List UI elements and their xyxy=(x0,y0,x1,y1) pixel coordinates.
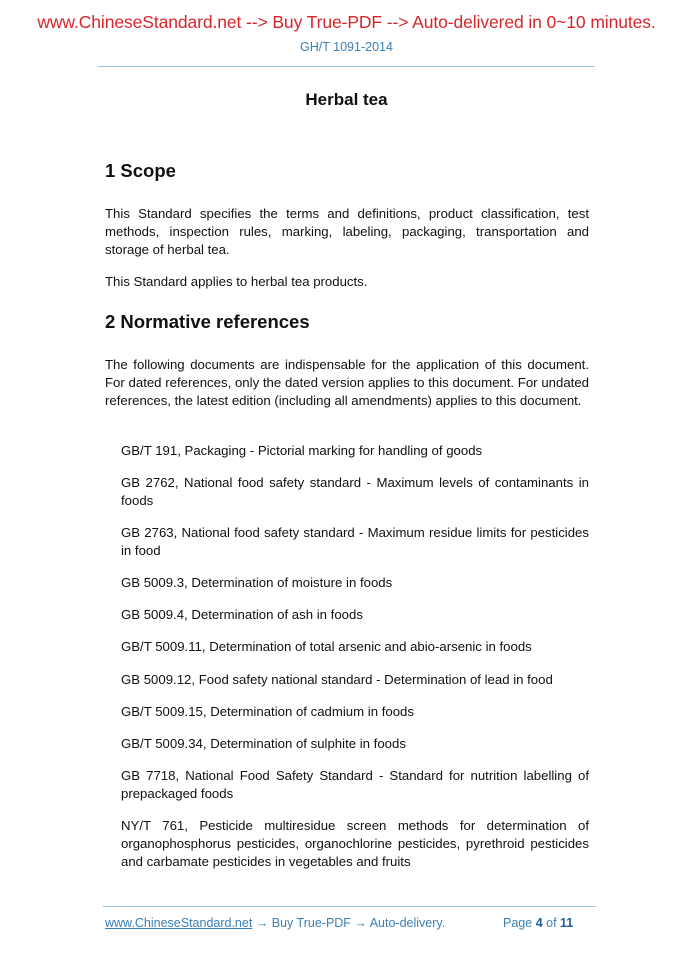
section-scope xyxy=(105,162,589,180)
page-of-label: of xyxy=(546,916,557,930)
reference-wrap xyxy=(105,524,589,560)
reference-item: GB/T 5009.11, Determination of total arsenic and abio-arsenic in foods xyxy=(121,639,532,654)
scope-paragraph: This Standard specifies the terms and definitions, product classification, test methods, inspection rules, marking, labeling, packaging, transportation and storage of herbal tea. xyxy=(105,206,589,257)
reference-wrap xyxy=(105,767,589,803)
normative-intro-wrap xyxy=(105,356,589,410)
reference-wrap xyxy=(105,638,589,656)
promo-banner[interactable]: www.ChineseStandard.net --> Buy True-PDF --> Auto-delivered in 0~10 minutes. xyxy=(37,12,656,32)
reference-item: GB 5009.4, Determination of ash in foods xyxy=(121,607,363,622)
reference-wrap xyxy=(105,442,589,460)
page-current: 4 xyxy=(535,916,543,930)
reference-wrap xyxy=(105,817,589,871)
reference-item: GB/T 5009.34, Determination of sulphite in foods xyxy=(121,736,406,751)
footer-promo xyxy=(105,916,445,930)
reference-item: GB 5009.3, Determination of moisture in foods xyxy=(121,575,393,590)
reference-wrap xyxy=(105,474,589,510)
footer-site-link[interactable]: www.ChineseStandard.net xyxy=(105,916,253,930)
reference-wrap xyxy=(105,735,589,753)
scope-paragraph-2-wrap xyxy=(105,273,589,291)
reference-item: GB 2763, National food safety standard - Maximum residue limits for pesticides in food xyxy=(121,525,589,558)
footer-divider xyxy=(103,906,596,907)
reference-wrap xyxy=(105,606,589,624)
reference-item: NY/T 761, Pesticide multiresidue screen methods for determination of organophosphorus pesticides, organochlorine pesticides, pyrethroid pesticides and carbamate pesticides in vegetables and fruits xyxy=(121,818,589,869)
reference-wrap xyxy=(105,574,589,592)
scope-paragraph: This Standard applies to herbal tea products. xyxy=(105,274,368,289)
reference-item: GB/T 191, Packaging - Pictorial marking for handling of goods xyxy=(121,443,483,458)
scope-paragraph-1-wrap xyxy=(105,205,589,259)
page-total: 11 xyxy=(560,916,574,930)
page-indicator xyxy=(503,916,573,930)
reference-item: GB 7718, National Food Safety Standard - Standard for nutrition labelling of prepackaged foods xyxy=(121,768,589,801)
page-label: Page xyxy=(503,916,533,930)
section-heading: 2 Normative references xyxy=(105,311,310,332)
reference-item: GB/T 5009.15, Determination of cadmium in foods xyxy=(121,704,414,719)
reference-wrap xyxy=(105,703,589,721)
footer-tagline: → Buy True-PDF → Auto-delivery. xyxy=(252,916,446,930)
section-heading: 1 Scope xyxy=(105,160,176,181)
reference-item: GB 5009.12, Food safety national standard - Determination of lead in food xyxy=(121,672,553,687)
reference-wrap xyxy=(105,671,589,689)
reference-item: GB 2762, National food safety standard - Maximum levels of contaminants in foods xyxy=(121,475,589,508)
standard-code-header: GH/T 1091-2014 xyxy=(300,40,393,54)
document-title: Herbal tea xyxy=(305,90,388,109)
header-divider xyxy=(98,66,595,67)
section-normative-references xyxy=(105,313,589,331)
normative-intro-paragraph: The following documents are indispensable for the application of this document. For dated references, only the dated version applies to this document. For undated references, the latest edition (including all amendments) applies to this document. xyxy=(105,357,589,408)
